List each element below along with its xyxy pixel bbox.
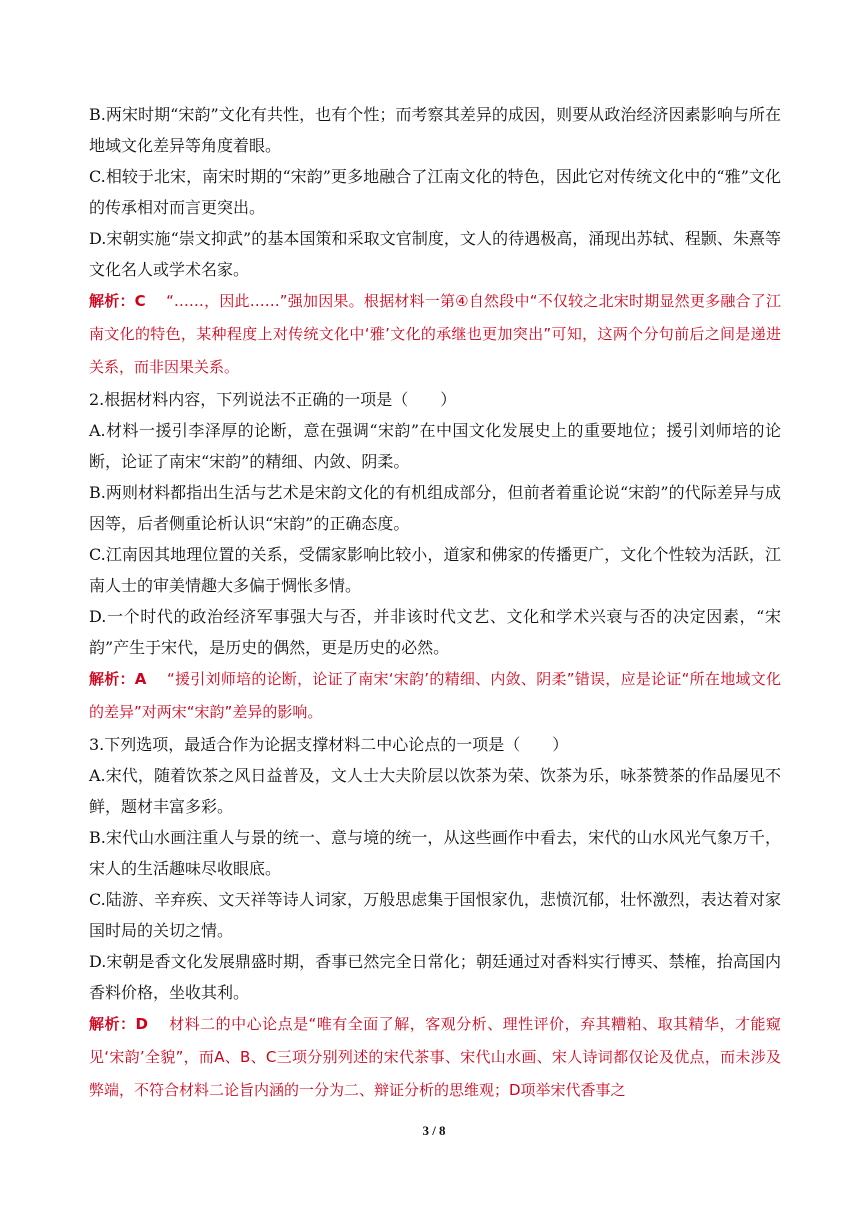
q2-answer [89, 663, 781, 729]
q3-answer [89, 1008, 781, 1107]
q3-option-c: C.陆游、辛弃疾、文天祥等诗人词家，万般思虑集于国恨家仇，悲愤沉郁，壮怀激烈，表达着对家国时局的关切之情。 [89, 890, 781, 940]
page-content [89, 99, 781, 1107]
q1-answer [89, 285, 781, 384]
q2-option-a: A.材料一援引李泽厚的论断，意在强调“宋韵”在中国文化发展史上的重要地位；援引刘师培的论断，论证了南宋“宋韵”的精细、内敛、阴柔。 [89, 421, 781, 471]
q3-answer-tag: 解析：D [89, 1015, 148, 1033]
q3-option-d: D.宋朝是香文化发展鼎盛时期，香事已然完全日常化；朝廷通过对香料实行博买、禁榷，抬高国内香料价格，坐收其利。 [89, 952, 781, 1002]
q2-option-b: B.两则材料都指出生活与艺术是宋韵文化的有机组成部分，但前者着重论说“宋韵”的代际差异与成因等，后者侧重论析认识“宋韵”的正确态度。 [89, 483, 781, 533]
q3-option-a: A.宋代，随着饮茶之风日益普及，文人士大夫阶层以饮茶为荣、饮茶为乐，咏茶赞茶的作品屡见不鲜，题材丰富多彩。 [89, 766, 781, 816]
q1-option-c: C.相较于北宋，南宋时期的“宋韵”更多地融合了江南文化的特色，因此它对传统文化中的“雅”文化的传承相对而言更突出。 [89, 167, 781, 217]
q1-answer-tag: 解析：C [89, 292, 146, 310]
q3-answer-text: 材料二的中心论点是“唯有全面了解，客观分析、理性评价，弃其糟粕、取其精华，才能窥见‘宋韵’全貌”，而A、B、C三项分别列述的宋代茶事、宋代山水画、宋人诗词都仅论及优点，而未涉及弊端，不符合材料二论旨内涵的一分为二、辩证分析的思维观；D项举宋代香事之 [89, 1015, 781, 1099]
q2-stem: 2.根据材料内容，下列说法不正确的一项是（ ） [89, 390, 457, 409]
page-number: 3 / 8 [422, 1123, 446, 1138]
q2-option-c: C.江南因其地理位置的关系，受儒家影响比较小，道家和佛家的传播更广，文化个性较为活跃，江南人士的审美情趣大多偏于惆怅多情。 [89, 545, 781, 595]
q3-option-b: B.宋代山水画注重人与景的统一、意与境的统一，从这些画作中看去，宋代的山水风光气象万千，宋人的生活趣味尽收眼底。 [89, 828, 781, 878]
q1-option-d: D.宋朝实施“崇文抑武”的基本国策和采取文官制度，文人的待遇极高，涌现出苏轼、程颢、朱熹等文化名人或学术名家。 [89, 229, 781, 279]
q2-option-d: D.一个时代的政治经济军事强大与否，并非该时代文艺、文化和学术兴衰与否的决定因素，“宋韵”产生于宋代，是历史的偶然，更是历史的必然。 [89, 607, 781, 657]
q1-option-b: B.两宋时期“宋韵”文化有共性，也有个性；而考察其差异的成因，则要从政治经济因素影响与所在地域文化差异等角度着眼。 [89, 105, 781, 155]
q3-stem: 3.下列选项，最适合作为论据支撑材料二中心论点的一项是（ ） [89, 735, 569, 754]
q2-answer-text: “援引刘师培的论断，论证了南宋‘宋韵’的精细、内敛、阴柔”错误，应是论证“所在地域文化的差异”对两宋“宋韵”差异的影响。 [89, 670, 781, 721]
q1-answer-text: “……，因此……”强加因果。根据材料一第④自然段中“不仅较之北宋时期显然更多融合了江南文化的特色，某种程度上对传统文化中‘雅’文化的承继也更加突出”可知，这两个分句前后之间是递进关系，而非因果关系。 [89, 292, 781, 376]
q2-answer-tag: 解析：A [89, 670, 147, 688]
